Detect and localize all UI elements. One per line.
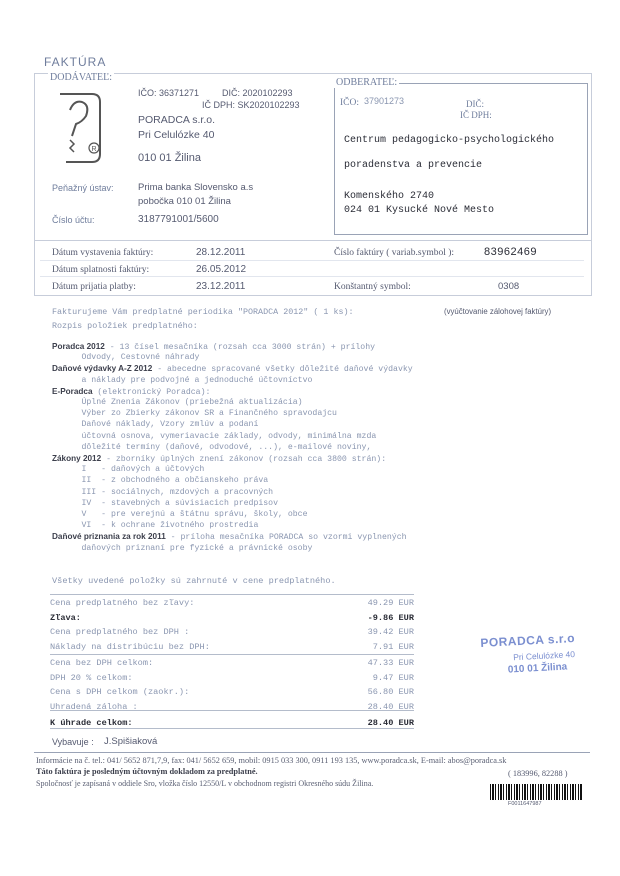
item-line: [52, 398, 303, 407]
summary-row: [50, 598, 414, 611]
contact-line: Informácie na č. tel.: 041/ 5652 871,7,9, fax: 041/ 5652 659, mobil: 0915 033 300, 0911 193 135, www.poradca.sk, E-mail: abos@poradca.sk: [36, 756, 507, 765]
summary-label: K úhrade celkom:: [50, 718, 133, 728]
item-text: Výber zo Zbierky zákonov SR a Finančného spravodajcu: [52, 409, 337, 419]
invoice-number-value: 83962469: [484, 246, 537, 258]
account-number: 3187791001/5600: [138, 214, 219, 225]
company-logo: [52, 88, 104, 166]
item-line: [52, 544, 312, 553]
issue-date-value: 28.12.2011: [196, 247, 246, 258]
supplier-city: 010 01 Žilina: [138, 152, 201, 164]
account-label: Číslo účtu:: [52, 215, 95, 225]
customer-street: Komenského 2740: [344, 191, 435, 202]
item-text: účtovná osnova, vymeriavacie základy, odvody, minimálna mzda: [52, 431, 377, 441]
summary-value: 56.80 EUR: [367, 687, 414, 697]
summary-value: 47.33 EUR: [367, 658, 414, 668]
item-text: - abecedne spracované všetky dôležité daňové výdavky: [152, 365, 413, 375]
supplier-heading: DODÁVATEĽ:: [50, 72, 113, 83]
invoice-number-label: Číslo faktúry ( variab.symbol ):: [334, 248, 455, 258]
customer-ic-dph-label: IČ DPH:: [460, 110, 492, 120]
summary-row: [50, 642, 414, 655]
summary-value: 9.47 EUR: [372, 672, 414, 683]
item-line: [52, 454, 386, 464]
due-date-value: 26.05.2012: [196, 264, 247, 275]
customer-dic-label: DIČ:: [466, 99, 484, 109]
issue-date-label: Dátum vystavenia faktúry:: [52, 248, 154, 258]
supplier-ic-dph: IČ DPH: SK2020102293: [202, 100, 300, 110]
customer-ico-label: IČO:: [340, 98, 359, 108]
svg-text:R: R: [91, 146, 97, 153]
customer-ico-value: 37901273: [364, 96, 405, 106]
stamp-street: Pri Celulózke 40: [512, 649, 576, 663]
item-title: Zákony 2012: [52, 454, 102, 463]
summary-label: Cena bez DPH celkom:: [50, 658, 154, 668]
supplier-ico: IČO: 36371271: [138, 88, 200, 98]
summary-row: [50, 673, 414, 686]
item-line: [52, 376, 312, 385]
item-text: VI - k ochrane životného prostredia: [52, 521, 259, 531]
item-text: a náklady pre podvojné a jednoduché účtovníctvo: [52, 375, 313, 385]
intro-note: (vyúčtovanie zálohovej faktúry): [444, 307, 552, 316]
items-subheading: Rozpis položiek predplatného:: [52, 321, 198, 331]
registry-note: Spoločnosť je zapísaná v oddiele Sro, vložka číslo 12550/L v obchodnom registri Okresného súdu Žilina.: [36, 779, 374, 788]
summary-row: [50, 702, 414, 715]
summary-row: [50, 718, 414, 731]
item-title: Poradca 2012: [52, 342, 105, 351]
intro-line: Fakturujeme Vám predplatné periodika "PORADCA 2012" ( 1 ks):: [52, 307, 354, 317]
customer-city: 024 01 Kysucké Nové Mesto: [344, 205, 495, 216]
item-line: [52, 364, 413, 374]
summary-label: Cena predplatného bez DPH :: [50, 627, 190, 637]
customer-name-2: poradenstva a prevencie: [344, 160, 483, 171]
item-text: III - sociálnych, mzdových a pracovných: [52, 487, 274, 497]
customer-heading: ODBERATEĽ:: [336, 77, 398, 88]
item-line: [52, 488, 273, 497]
item-line: [52, 476, 268, 485]
item-text: - príloha mesačníka PORADCA so vzormi vyplnených: [165, 533, 407, 543]
barcode-text: F0011647987: [508, 801, 542, 807]
due-date-label: Dátum splatnosti faktúry:: [52, 265, 150, 275]
issued-by-label: Vybavuje :: [52, 737, 94, 747]
final-document-note: Táto faktúra je posledným účtovným dokladom za predplatné.: [36, 767, 258, 776]
summary-row: [50, 627, 414, 640]
summary-value: 7.91 EUR: [372, 641, 414, 652]
item-line: [52, 387, 210, 397]
stamp-name: PORADCA s.r.o: [480, 631, 576, 650]
item-text: - 13 čísel mesačníka (rozsah cca 3000 strán) + prílohy: [104, 343, 376, 352]
supplier-name: PORADCA s.r.o.: [138, 114, 216, 126]
customer-name-1: Centrum pedagogicko-psychologického: [344, 135, 555, 146]
item-line: [52, 465, 204, 474]
supplier-dic: DIČ: 2020102293: [222, 88, 293, 98]
barcode: [490, 784, 582, 800]
summary-label: DPH 20 % celkom:: [50, 672, 133, 683]
payment-date-value: 23.12.2011: [196, 281, 246, 292]
document-title: FAKTÚRA: [44, 55, 107, 69]
item-text: Úplné Znenia Zákonov (priebežná aktualizácia): [52, 398, 303, 407]
const-symbol-value: 0308: [498, 281, 520, 292]
bank-branch: pobočka 010 01 Žilina: [138, 196, 231, 207]
summary-value: 28.40 EUR: [367, 701, 414, 712]
item-line: [52, 510, 308, 519]
summary-label: Zľava:: [50, 612, 81, 623]
summary-label: Cena s DPH celkom (zaokr.):: [50, 687, 190, 697]
item-text: dôležité termíny (daňové, odvodové, ...), e-mailové noviny,: [52, 442, 372, 452]
item-text: (elektronický Poradca):: [92, 387, 211, 397]
summary-value: 49.29 EUR: [367, 598, 414, 608]
item-text: IV - stavebných a súvisiacich predpisov: [52, 498, 279, 508]
summary-value: 28.40 EUR: [367, 718, 414, 728]
summary-value: 39.42 EUR: [367, 627, 414, 637]
summary-value: -9.86 EUR: [367, 612, 414, 623]
issued-by-value: J.Spišiaková: [104, 736, 158, 747]
item-text: I - daňových a účtových: [52, 465, 205, 475]
bank-label: Peňažný ústav:: [52, 183, 114, 193]
summary-label: Uhradená záloha :: [50, 701, 138, 712]
const-symbol-label: Konštantný symbol:: [334, 282, 411, 292]
item-line: [52, 432, 376, 441]
item-text: daňových priznaní pre fyzické a právnické osoby: [52, 543, 313, 553]
item-line: [52, 443, 371, 452]
item-text: Odvody, Cestovné náhrady: [52, 353, 200, 363]
summary-row: [50, 613, 414, 626]
item-line: [52, 409, 337, 418]
item-line: [52, 420, 258, 429]
item-line: [52, 353, 199, 362]
item-line: [52, 521, 258, 530]
included-note: Všetky uvedené položky sú zahrnuté v cene predplatného.: [52, 576, 336, 586]
item-text: V - pre verejnú a štátnu správu, školy, obce: [52, 510, 308, 519]
item-text: II - z obchodného a občianskeho práva: [52, 476, 269, 486]
item-line: [52, 499, 278, 508]
item-text: Daňové náklady, Vzory zmlúv a podaní: [52, 420, 259, 430]
summary-row: [50, 658, 414, 671]
item-title: Daňové výdavky A-Z 2012: [52, 364, 153, 374]
stamp-city: 010 01 Žilina: [507, 661, 568, 676]
summary-label: Náklady na distribúciu bez DPH:: [50, 641, 210, 652]
item-title: Daňové priznania za rok 2011: [52, 532, 166, 542]
item-text: - zborníky úplných znení zákonov (rozsah cca 3800 strán):: [101, 455, 387, 464]
payment-date-label: Dátum prijatia platby:: [52, 282, 136, 292]
item-line: [52, 532, 407, 542]
supplier-street: Pri Celulózke 40: [138, 129, 215, 141]
item-title: E-Poradca: [52, 386, 93, 396]
summary-label: Cena predplatného bez zľavy:: [50, 598, 195, 608]
summary-row: [50, 687, 414, 700]
reference-numbers: ( 183996, 82288 ): [508, 769, 568, 778]
item-line: [52, 342, 375, 352]
bank-name: Prima banka Slovensko a.s: [138, 182, 254, 193]
